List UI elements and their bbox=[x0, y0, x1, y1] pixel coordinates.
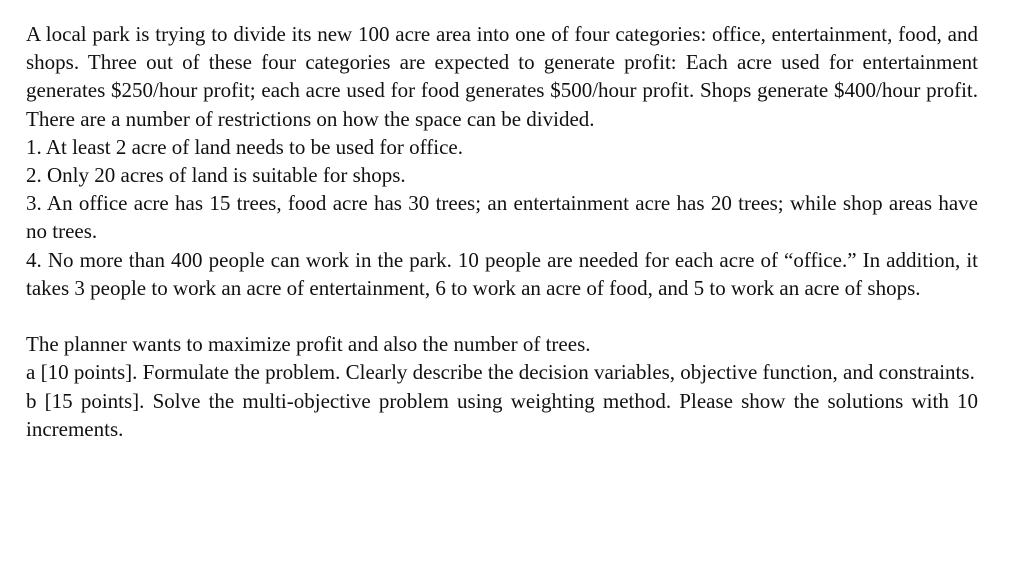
part-b-question: b [15 points]. Solve the multi-objective problem using weighting method. Please show the solutions with 10 increments. bbox=[26, 388, 978, 441]
restriction-2: 2. Only 20 acres of land is suitable for shops. bbox=[26, 163, 406, 188]
intro-paragraph: A local park is trying to divide its new 100 acre area into one of four categories: office, entertainment, food, and shops. Three out of these four categories are expected to generate profit: Each acre used for entertainment generates $250/hour profit; each acre used for food generates $500/hour profit. Shops generate $400/hour profit. There are a number of restrictions on how the space can be divided. bbox=[26, 22, 978, 131]
part-a-question: a [10 points]. Formulate the problem. Clearly describe the decision variables, objective function, and constraints. bbox=[26, 360, 975, 385]
problem-document bbox=[26, 20, 978, 443]
paragraph-gap bbox=[26, 302, 978, 330]
restriction-1: 1. At least 2 acre of land needs to be used for office. bbox=[26, 134, 463, 159]
goal-paragraph: The planner wants to maximize profit and also the number of trees. bbox=[26, 332, 591, 357]
restriction-3: 3. An office acre has 15 trees, food acre has 30 trees; an entertainment acre has 20 trees; while shop areas have no trees. bbox=[26, 191, 978, 244]
restriction-4: 4. No more than 400 people can work in the park. 10 people are needed for each acre of “office.” In addition, it takes 3 people to work an acre of entertainment, 6 to work an acre of food, and 5 to work an acre of shops. bbox=[26, 247, 978, 300]
